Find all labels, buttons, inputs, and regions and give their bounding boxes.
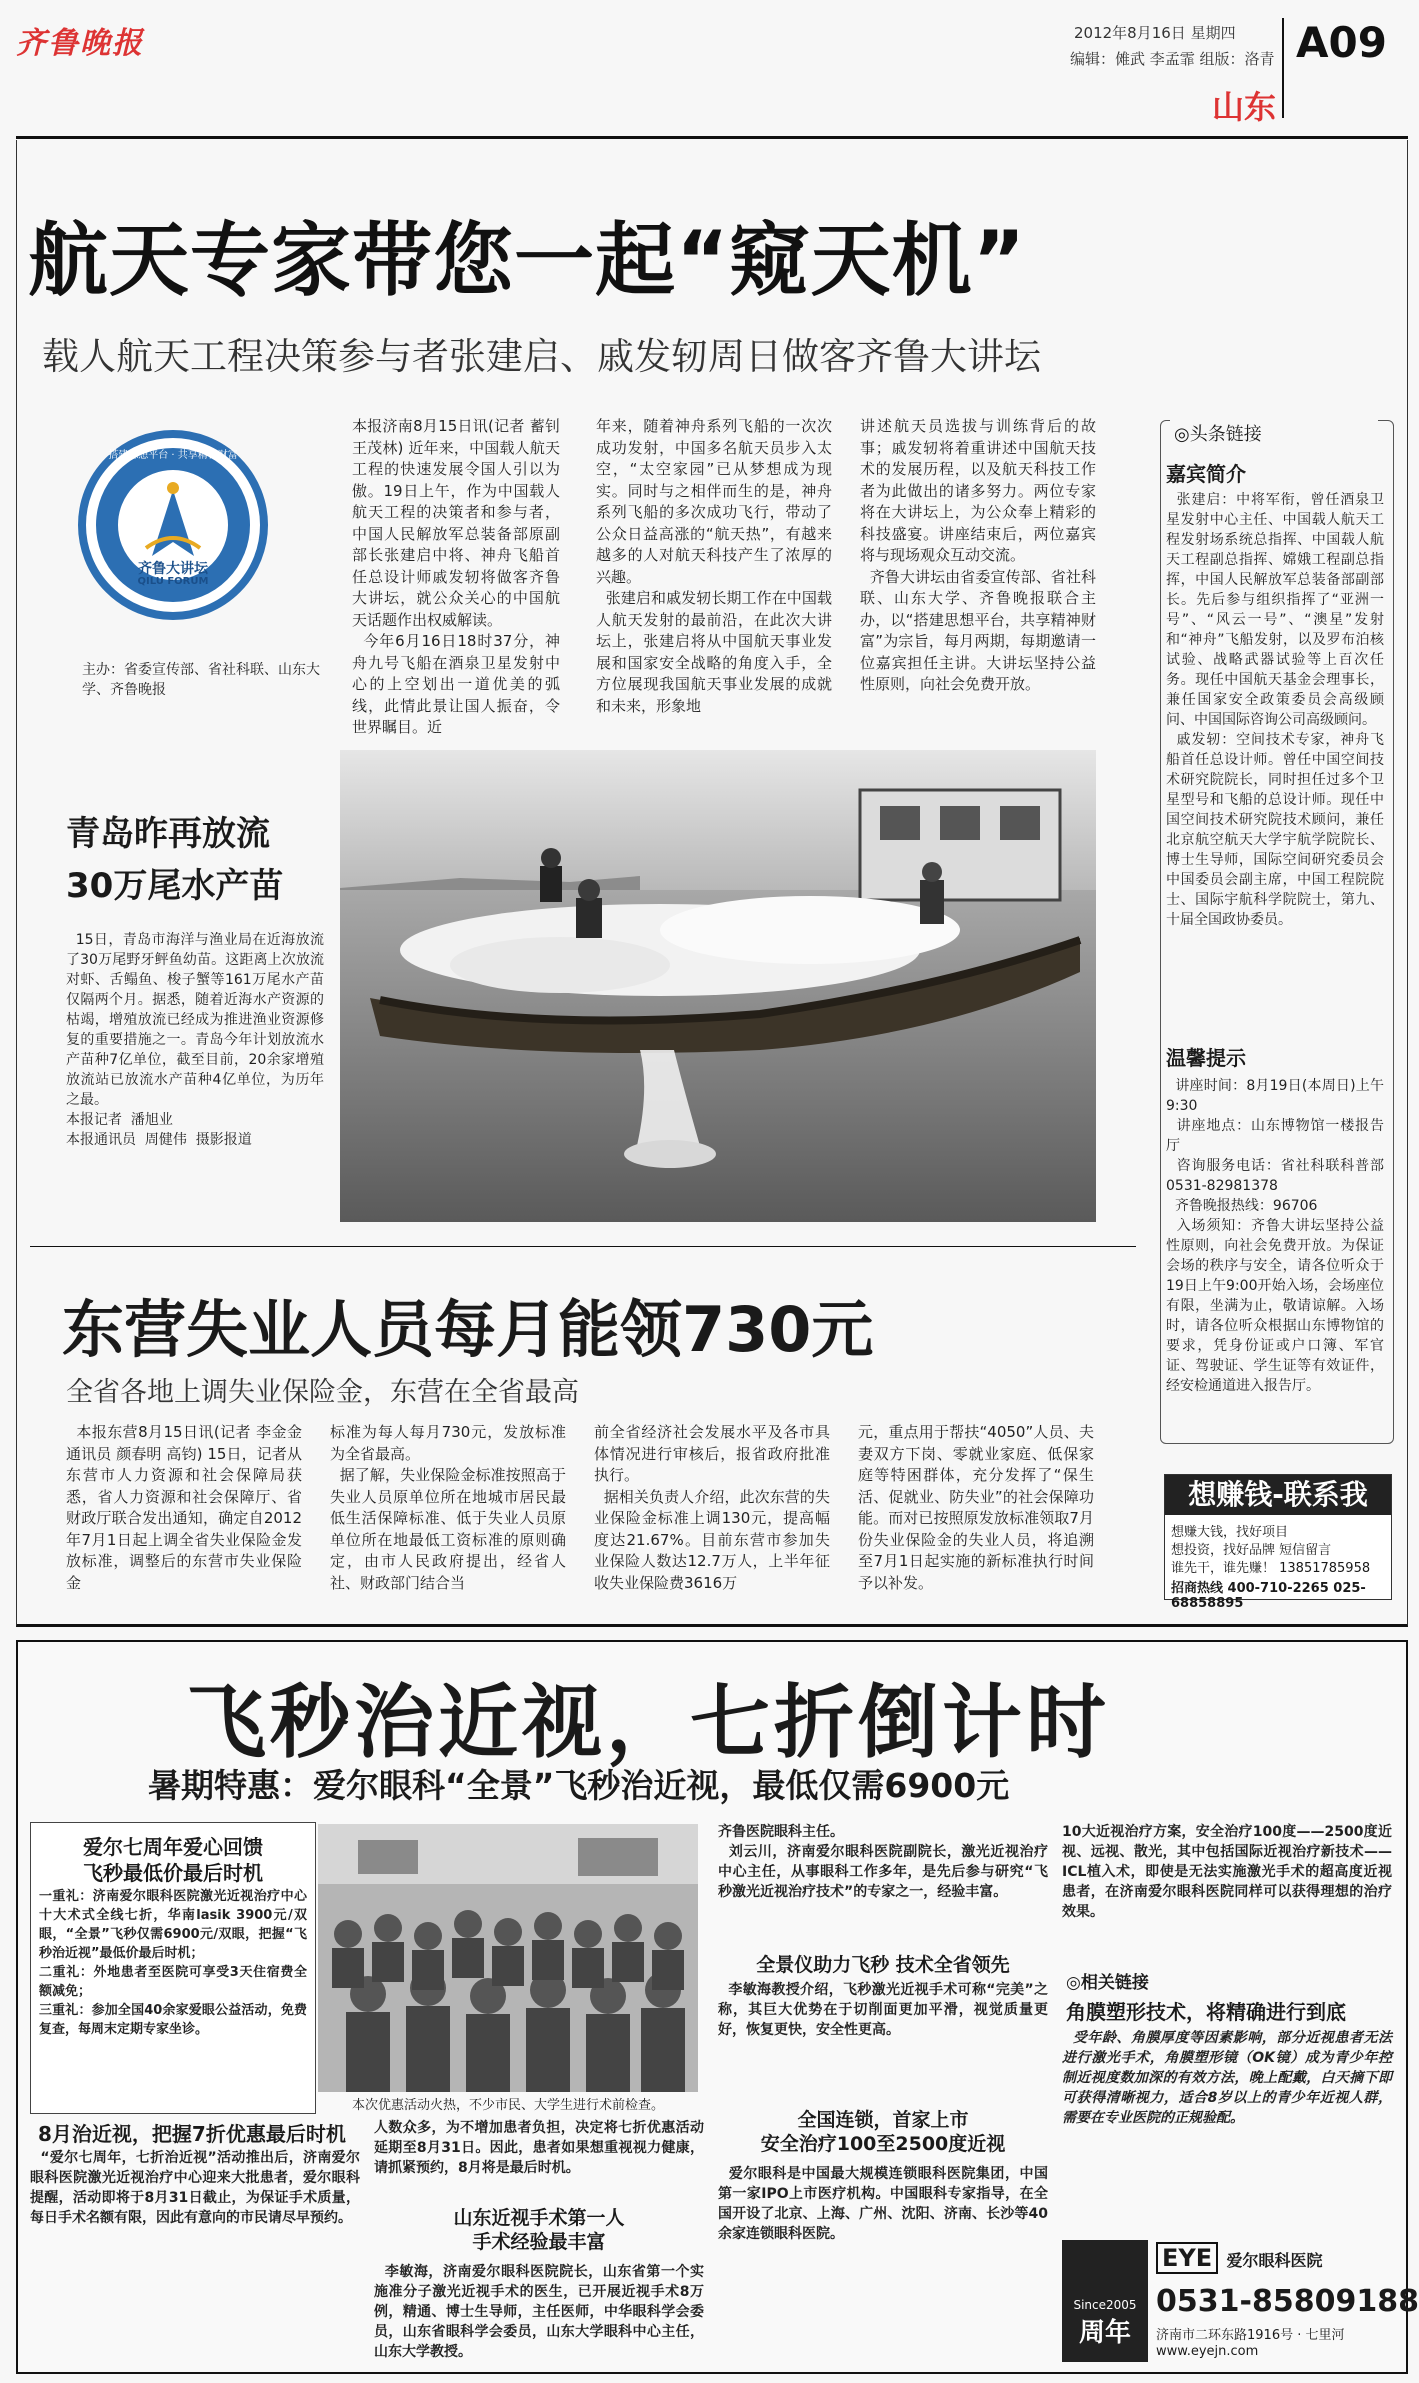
- logo-cn: 齐鲁大讲坛: [138, 561, 208, 577]
- anniversary-label: 周年: [1078, 2318, 1131, 2348]
- ad-heading-c1: 全景仪助力飞秒 技术全省领先: [756, 1954, 1010, 1976]
- lead-col-1: 本报济南8月15日讯(记者 蓄钊 王茂林) 近年来，中国载人航天工程的快速发展令国人引以为傲。19日上午，作为中国载人航天工程的决策者和参与者，中国人民解放军总装备部原副部长张建启中将、神舟飞船首任总设计师戚发轫将做客齐鲁大讲坛，就公众关心的中国航天话题作出权威解读。 今年6月16日18时37分，神舟九号飞船在酒泉卫星发射中心的上空划出一道优美的弧线，此情此景让国人振奋，令世界瞩目。近: [352, 417, 560, 736]
- ad-text-deadline: “爱尔七周年，七折治近视”活动推出后，济南爱尔眼科医院激光近视治疗中心迎来大批患者，爱尔眼科提醒，活动即将于8月31日截止，为保证手术质量，每日手术名额有限，因此有意向的市民请尽早预约。: [30, 2150, 360, 2226]
- lead-subhead: 载人航天工程决策参与者张建启、戚发轫周日做客齐鲁大讲坛: [42, 335, 1041, 378]
- page-number: A09: [1296, 18, 1387, 67]
- ad-text-c3: 爱尔眼科是中国最大规模连锁眼科医院集团，中国第一家IPO上市医疗机构。中国眼科专家指导，在全国开设了北京、上海、广州、沈阳、济南、长沙等40余家连锁眼科医院。: [718, 2166, 1049, 2242]
- eye-logo-icon: EYE: [1156, 2242, 1218, 2274]
- qingdao-title-1: 青岛昨再放流: [66, 814, 270, 854]
- section-name: 山东: [1212, 88, 1277, 126]
- guest-title: 嘉宾简介: [1166, 462, 1246, 486]
- dongying-col-4: 元，重点用于帮扶“4050”人员、夫妻双方下岗、零就业家庭、低保家庭等特困群体，充分发挥了“保生活、促就业、防失业”的社会保障功能。而对已按照原发放标准领取7月份失业保险金的失业人员，将追溯至7月1日起实施的新标准执行时间予以补发。: [858, 1423, 1094, 1592]
- bullet-icon: ◎: [1066, 1973, 1081, 1993]
- brand-name: 爱尔眼科医院: [1226, 2251, 1323, 2270]
- ad-headline: 飞秒治近视，七折倒计时: [186, 1675, 1110, 1769]
- ad-text-r2: 受年龄、角膜厚度等因素影响，部分近视患者无法进行激光手术，角膜塑形镜（OK镜）成为青少年控制近视度数加深的有效方法，晚上配戴，白天摘下即可获得清晰视力，适合8岁以上的青少年近视人群，需要在专业医院的正规验配。: [1062, 2030, 1393, 2126]
- lead-col-2: 年来，随着神舟系列飞船的一次次成功发射，中国多名航天员步入太空，“太空家园”已从梦想成为现实。同时与之相伴而生的是，神舟系列飞船的多次成功飞行，带动了公众日益高涨的“航天热”，有越来越多的人对航天科技产生了浓厚的兴趣。 张建启和戚发轫长期工作在中国载人航天发射的最前沿，在此次大讲坛上，张建启将从中国航天事业发展和国家安全战略的角度入手，全方位展现我国航天事业发展的成就和未来，形象地: [596, 417, 832, 715]
- ad-text-r1: 10大近视治疗方案，安全治疗100度——2500度近视、远视、散光，其中包括国际近视治疗新技术——ICL植入术，即使是无法实施激光手术的超高度近视患者，在济南爱尔眼科医院同样可以获得理想的治疗效果。: [1062, 1824, 1392, 1920]
- news-frame: [16, 140, 1408, 1627]
- ad-heading-mid: 山东近视手术第一人 手术经验最丰富: [453, 2207, 625, 2253]
- dongying-subhead: 全省各地上调失业保险金，东营在全省最高: [66, 1377, 579, 1408]
- top-rule: [16, 136, 1408, 139]
- masthead-logo: 齐鲁晚报: [16, 26, 144, 61]
- guest-text: 张建启：中将军衔，曾任酒泉卫星发射中心主任、中国载人航天工程发射场系统总指挥、中国载人航天工程副总指挥、嫦娥工程副总指挥，中国人民解放军总装备部副部长。先后参与组织指挥了“亚洲一号”、“风云一号”、“澳星”发射和“神舟”飞船发射，以及罗布泊核试验、战略武器试验等上百次任务。现任中国航天基金会理事长，兼任国家安全政策委员会高级顾问、中国国际咨询公司高级顾问。 戚发轫：空间技术专家，神舟飞船首任总设计师。曾任中国空间技术研究院院长，同时担任过多个卫星型号和飞船的总设计师。现任中国空间技术研究院技术顾问，兼任北京航空航天大学宇航学院院长、博士生导师，国际空间研究委员会中国委员会副主席，中国工程院院士、国际宇航科学院院士，第九、十届全国政协委员。: [1166, 492, 1385, 928]
- dongying-col-1: 本报东营8月15日讯(记者 李金金 通讯员 颜春明 高钧) 15日，记者从东营市人力资源和社会保障局获悉，省人力资源和社会保障厅、省财政厅联合发出通知，确定自2012年7月1日起上调全省失业保险金发放标准，调整后的东营市失业保险金: [66, 1423, 307, 1592]
- qingdao-title-2: 30万尾水产苗: [66, 866, 284, 906]
- lead-headline: 航天专家带您一起“窥天机”: [28, 214, 1027, 307]
- masthead-editors: 编辑：傩武 李孟霏 组版：洛青: [1070, 50, 1275, 68]
- logo-ring-text: 搭建思想平台 · 共享精神财富: [108, 450, 238, 461]
- website-link[interactable]: www.eyejn.com: [1156, 2344, 1259, 2359]
- since-label: Since2005: [1073, 2298, 1137, 2312]
- ad-related-tag: ◎相关链接: [1066, 1973, 1149, 1993]
- dongying-col-3: 前全省经济社会发展水平及各市具体情况进行审核后，报省政府批准执行。 据相关负责人介绍，此次东营的失业保险金标准上调130元，提高幅度达21.67%。目前东营市参加失业保险人数达12.7万人，上半年征收失业保险费3616万: [594, 1423, 830, 1592]
- photo-caption: 本次优惠活动火热，不少市民、大学生进行术前检查。: [351, 2098, 664, 2113]
- dongying-col-2: 标准为每人每月730元，发放标准为全省最高。 据了解，失业保险金标准按照高于失业人员原单位所在地城市居民最低生活保障标准、低于失业人员原单位所在地最低工资标准的原则确定，由市人民政府提出，经省人社、财政部门结合当: [330, 1423, 566, 1592]
- qingdao-body: 15日，青岛市海洋与渔业局在近海放流了30万尾野牙鲆鱼幼苗。这距离上次放流对虾、舌鳎鱼、梭子蟹等161万尾水产苗仅隔两个月。据悉，随着近海水产资源的枯竭，增殖放流已经成为推进渔业资源修复的重要措施之一。青岛今年计划放流水产苗种7亿单位，截至目前，20余家增殖放流站已放流水产苗种4亿单位，为历年之最。 本报记者 潘旭业 本报通讯员 周健伟 摄影报道: [66, 932, 324, 1148]
- ad-heading-r1: 角膜塑形技术，将精确进行到底: [1066, 2000, 1346, 2024]
- tips-text: 讲座时间：8月19日(本周日)上午9:30 讲座地点：山东博物馆一楼报告厅 咨询服务电话：省社科联科普部 0531-82981378 齐鲁晚报热线：96706 入场须知：齐鲁大讲坛坚持公益性原则，向社会免费开放。为保证会场的秩序与安全，请各位听众于19日上午9:00开始入场，会场座位有限，坐满为止，敬请谅解。入场时，请各位听众根据山东博物馆的要求，凭身份证或户口簿、军官证、驾驶证、学生证等有效证件，经安检通道进入报告厅。: [1166, 1078, 1385, 1394]
- classified-line2: 想投资，找好品牌 短信留言: [1171, 1543, 1332, 1558]
- promo-title-2: 飞秒最低价最后时机: [83, 1861, 263, 1885]
- clinic-crowd-photo: [318, 1824, 698, 2092]
- promo-box: [30, 1822, 316, 2114]
- classified-line4: 招商热线 400-710-2265 025-68858895: [1171, 1581, 1366, 1611]
- ad-text-c2: 李敏海教授介绍，飞秒激光近视手术可称“完美”之称，其巨大优势在于切削面更加平滑，视觉质量更好，恢复更快，安全性更高。: [718, 1982, 1048, 2038]
- ad-text-mid2: 李敏海，济南爱尔眼科医院院长，山东省第一个实施准分子激光近视手术的医生，已开展近视手术8万例，精通、博士生导师，主任医师，中华眼科学会委员，山东省眼科学会委员，山东大学眼科中心主任，山东大学教授。: [374, 2264, 705, 2360]
- classified-title: 想赚钱-联系我: [1165, 1475, 1391, 1515]
- promo-text: 一重礼：济南爱尔眼科医院激光近视治疗中心十大术式全线七折，华南lasik 3900元/双眼，“全景”飞秒仅需6900元/双眼，把握“飞秒治近视”最低价最后时机； 二重礼：外地患者至医院可享受3天住宿费全额减免； 三重礼：参加全国40余家爱眼公益活动，免费复查，每周末定期专家坐诊。: [39, 1889, 307, 2037]
- anniversary-badge: [1062, 2240, 1148, 2362]
- promo-title-1: 爱尔七周年爱心回馈: [83, 1835, 263, 1859]
- logo-en: QILU FORUM: [137, 576, 209, 587]
- sidebar-tag: ◎头条链接: [1170, 420, 1378, 446]
- classified-line3: 谁先干，谁先赚！ 13851785958: [1171, 1561, 1371, 1576]
- sponsors: 主办：省委宣传部、省社科联、山东大学、齐鲁晚报: [82, 662, 320, 698]
- bullet-icon: ◎: [1174, 424, 1190, 445]
- ad-heading-deadline: 8月治近视，把握7折优惠最后时机: [38, 2122, 346, 2146]
- dongying-headline: 东营失业人员每月能领730元: [62, 1293, 874, 1366]
- classified-line1: 想赚大钱，找好项目: [1171, 1525, 1289, 1540]
- hotline[interactable]: 0531-85809188: [1156, 2284, 1419, 2319]
- brand-logo: [1156, 2244, 1323, 2272]
- ad-subhead: 暑期特惠：爱尔眼科“全景”飞秒治近视，最低仅需6900元: [148, 1766, 1010, 1805]
- masthead-divider: [1282, 18, 1284, 118]
- ad-text-c1: 齐鲁医院眼科主任。 刘云川，济南爱尔眼科医院副院长，激光近视治疗中心主任，从事眼科工作多年，是先后参与研究“飞秒激光近视治疗技术”的专家之一，经验丰富。: [718, 1824, 1049, 1900]
- tips-title: 温馨提示: [1166, 1046, 1246, 1070]
- ad-heading-c2: 全国连锁，首家上市 安全治疗100至2500度近视: [760, 2109, 1006, 2155]
- ad-text-mid: 人数众多，为不增加患者负担，决定将七折优惠活动延期至8月31日。因此，患者如果想重视视力健康，请抓紧预约，8月将是最后时机。: [374, 2120, 704, 2176]
- crowd-illustration: [318, 1824, 698, 2092]
- lead-col-3: 讲述航天员选拔与训练背后的故事；戚发轫将着重讲述中国航天技术的发展历程，以及航天科技工作者为此做出的诸多努力。两位专家将在大讲坛上，为公众奉上精彩的科技盛宴。讲座结束后，两位嘉宾将与现场观众互动交流。 齐鲁大讲坛由省委宣传部、省社科联、山东大学、齐鲁晚报联合主办，以“搭建思想平台，共享精神财富”为宗旨，每月两期，每期邀请一位嘉宾担任主讲。大讲坛坚持公益性原则，向社会免费开放。: [860, 417, 1096, 693]
- masthead-date: 2012年8月16日 星期四: [1074, 24, 1236, 42]
- address: 济南市二环东路1916号 · 七里河: [1156, 2328, 1345, 2343]
